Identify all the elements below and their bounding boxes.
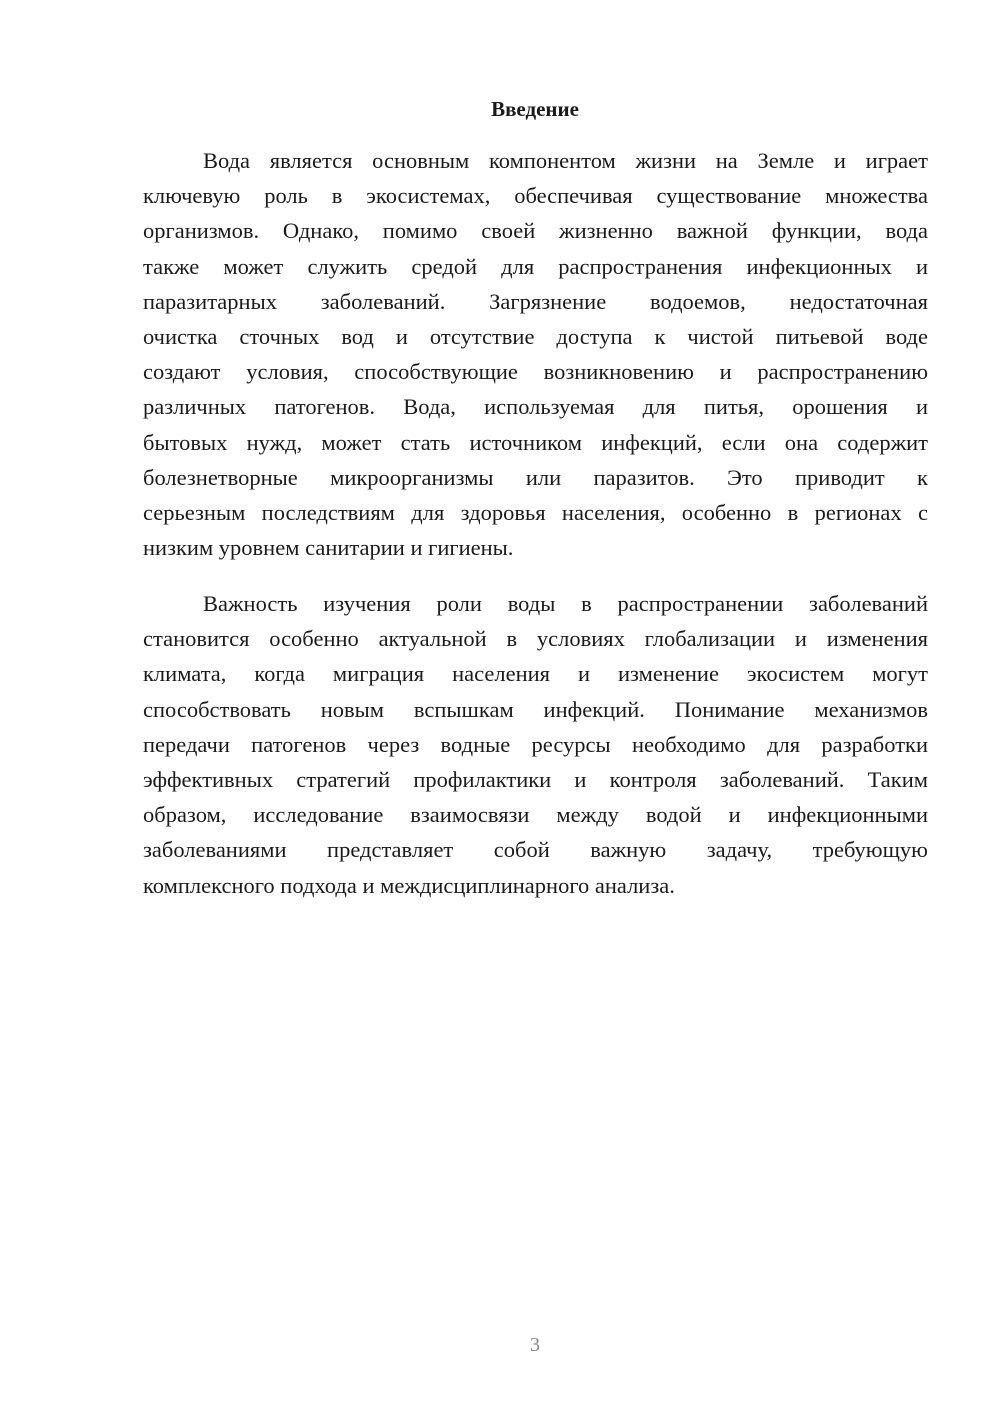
text-line: эффективных стратегий профилактики и контроля заболеваний. Таким: [143, 767, 928, 793]
text-line: климата, когда миграция населения и изменение экосистем могут: [143, 661, 928, 687]
text-line: различных патогенов. Вода, используемая для питья, орошения и: [143, 394, 928, 420]
text-line: образом, исследование взаимосвязи между водой и инфекционными: [143, 802, 928, 828]
paragraph-1: [143, 143, 928, 565]
text-line: становится особенно актуальной в условиях глобализации и изменения: [143, 626, 928, 652]
paragraph-2: [143, 586, 928, 903]
text-line: способствовать новым вспышкам инфекций. Понимание механизмов: [143, 696, 928, 722]
text-line: серьезным последствиям для здоровья населения, особенно в регионах с: [143, 500, 928, 526]
text-line: бытовых нужд, может стать источником инфекций, если она содержит: [143, 429, 928, 455]
text-line: очистка сточных вод и отсутствие доступа к чистой питьевой воде: [143, 324, 928, 350]
text-line: заболеваниями представляет собой важную задачу, требующую: [143, 837, 928, 863]
section-heading: Введение: [491, 97, 579, 121]
text-line: комплексного подхода и междисциплинарного анализа.: [143, 872, 675, 898]
text-line: Вода является основным компонентом жизни на Земле и играет: [203, 148, 928, 173]
text-line: ключевую роль в экосистемах, обеспечивая существование множества: [143, 183, 928, 209]
text-line: низким уровнем санитарии и гигиены.: [143, 535, 514, 561]
text-line: создают условия, способствующие возникновению и распространению: [143, 359, 928, 385]
text-line: Важность изучения роли воды в распространении заболеваний: [203, 591, 928, 616]
text-line: организмов. Однако, помимо своей жизненно важной функции, вода: [143, 218, 928, 244]
page-number: 3: [530, 1334, 540, 1356]
text-line: паразитарных заболеваний. Загрязнение водоемов, недостаточная: [143, 288, 928, 314]
text-line: болезнетворные микроорганизмы или паразитов. Это приводит к: [143, 464, 928, 490]
text-line: передачи патогенов через водные ресурсы необходимо для разработки: [143, 731, 928, 757]
text-line: также может служить средой для распространения инфекционных и: [143, 253, 928, 279]
